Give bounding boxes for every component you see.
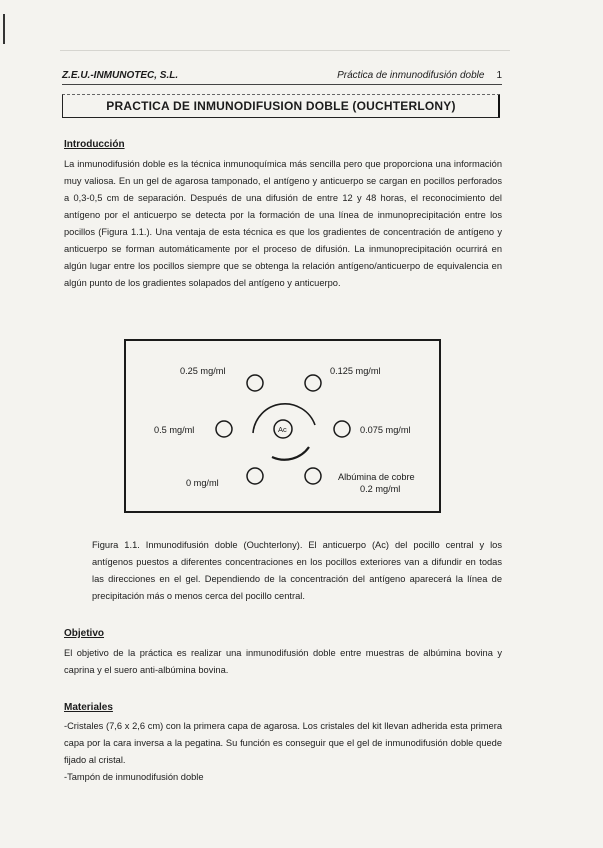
header-company: Z.E.U.-INMUNOTEC, S.L. bbox=[62, 70, 179, 81]
objective-paragraph: El objetivo de la práctica es realizar una inmunodifusión doble entre muestras de albúmina bovina y caprina y el suero anti-albúmina bovina. bbox=[64, 648, 502, 675]
ouchterlony-figure bbox=[124, 339, 441, 513]
title-box-mark bbox=[498, 95, 500, 117]
well-0 bbox=[247, 468, 263, 484]
header-running-title-text: Práctica de inmunodifusión doble bbox=[337, 70, 485, 81]
materials-heading: Materiales bbox=[64, 702, 113, 713]
header-running-title bbox=[337, 70, 502, 81]
materials-item: -Tampón de inmunodifusión doble bbox=[64, 772, 204, 782]
page-number: 1 bbox=[496, 70, 502, 81]
well-0-125 bbox=[305, 375, 321, 391]
intro-heading: Introducción bbox=[64, 139, 125, 150]
bleed-through-line bbox=[60, 50, 510, 51]
label-0-5: 0.5 mg/ml bbox=[154, 425, 195, 435]
page-header bbox=[62, 68, 502, 84]
well-0-075 bbox=[334, 421, 350, 437]
figure-caption-text: Figura 1.1. Inmunodifusión doble (Ouchterlony). El anticuerpo (Ac) del pocillo central y los antígenos puestos a diferentes concentraciones en los pocillos exteriores van a difundir en todas las direcciones en el gel. Dependiendo de la concentración del antígeno aparecerá la línea de precipitación más o menos cerca del pocillo central. bbox=[92, 540, 502, 601]
label-0-125: 0.125 mg/ml bbox=[330, 366, 381, 376]
well-albumina-cobre bbox=[305, 468, 321, 484]
materials-item: -Cristales (7,6 x 2,6 cm) con la primera capa de agarosa. Los cristales del kit llevan adherida esta primera capa por la cara inversa a la pegatina. Su función es conseguir que el gel de inmunodifusión doble quede fijado al cristal. bbox=[64, 721, 502, 765]
center-well-label: Ac bbox=[278, 425, 287, 434]
label-0-075: 0.075 mg/ml bbox=[360, 425, 411, 435]
page-title-text: PRACTICA DE INMUNODIFUSION DOBLE (OUCHTERLONY) bbox=[106, 99, 456, 113]
intro-paragraph: La inmunodifusión doble es la técnica inmunoquímica más sencilla pero que proporciona una información muy valiosa. En un gel de agarosa tamponado, el antígeno y anticuerpo se cargan en pocillos perforados a 0,3-0,5 cm de separación. Después de una difusión de entre 12 y 48 horas, el reconocimiento del antígeno por el anticuerpo se detecta por la formación de una línea de inmunoprecipitación entre los pocillos (Figura 1.1.). Una ventaja de esta técnica es que los gradientes de concentración de antígeno y anticuerpo se forman automáticamente por el proceso de difusión. La inmunoprecipitación ocurrirá en algún lugar entre los pocillos siempre que se obtenga la relación antígeno/anticuerpo de equivalencia en algún punto de los gradientes solapados del antígeno y anticuerpo. bbox=[64, 159, 502, 288]
well-0-25 bbox=[247, 375, 263, 391]
label-albumina-cobre: Albúmina de cobre bbox=[338, 472, 415, 482]
figure-caption bbox=[64, 537, 502, 605]
header-rule bbox=[62, 84, 502, 85]
scan-edge-mark bbox=[3, 14, 5, 44]
well-0-5 bbox=[216, 421, 232, 437]
label-0: 0 mg/ml bbox=[186, 478, 219, 488]
page-title bbox=[62, 94, 500, 118]
objective-heading: Objetivo bbox=[64, 628, 105, 639]
label-0-25: 0.25 mg/ml bbox=[180, 366, 226, 376]
precipitation-arc-lower bbox=[272, 447, 309, 460]
label-albumina-conc: 0.2 mg/ml bbox=[360, 484, 401, 494]
